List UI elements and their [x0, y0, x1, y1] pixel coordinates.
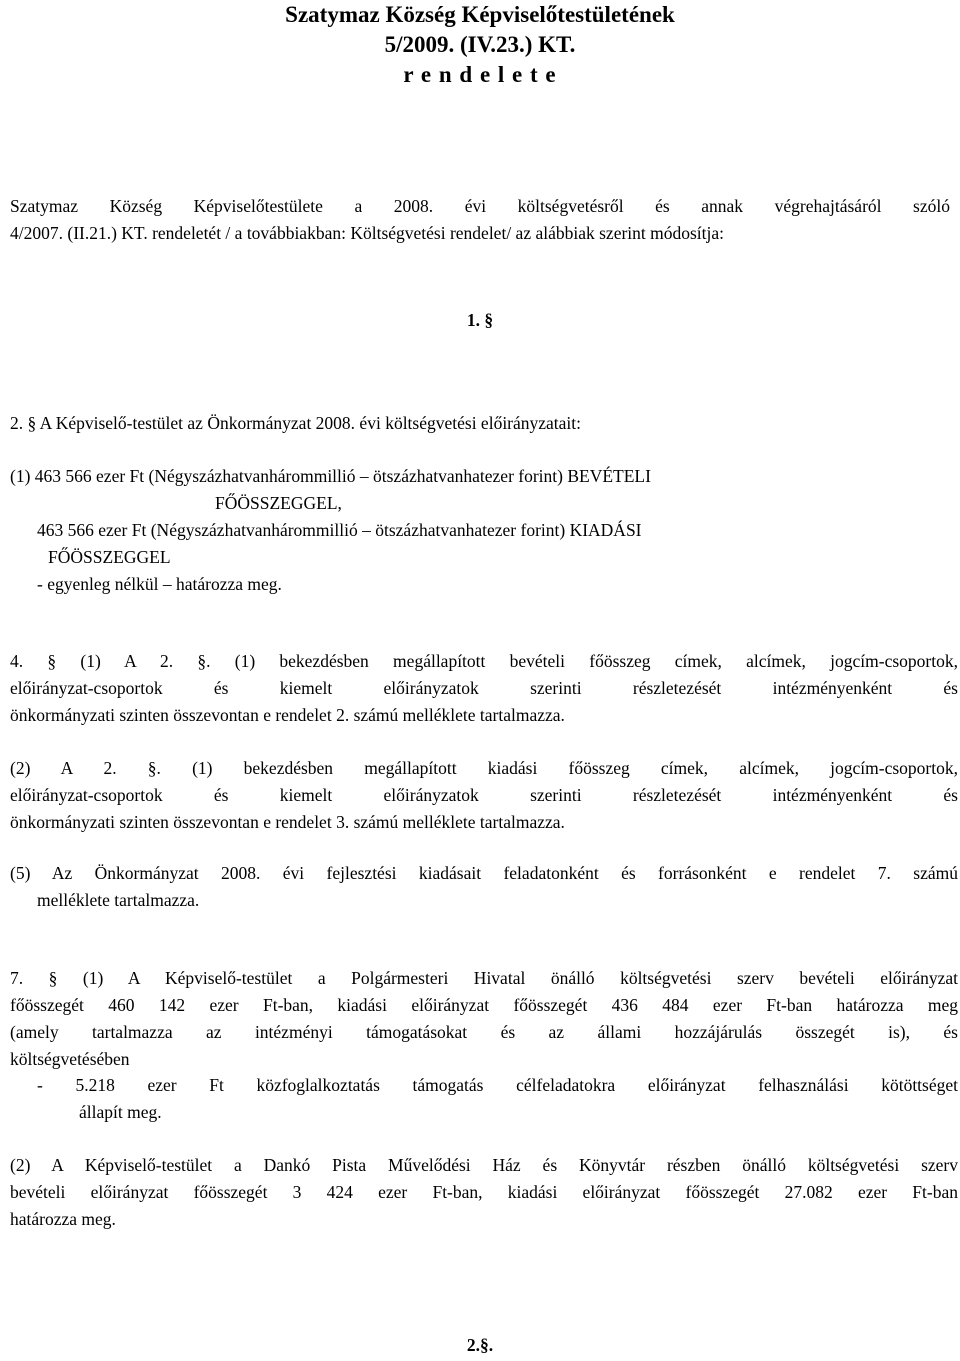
section-2-line-5: - egyenleg nélkül – határozza meg.: [37, 574, 282, 594]
section-7-bullet-line-2: állapít meg.: [79, 1102, 162, 1122]
section-4-p5-line-1: (5) Az Önkormányzat 2008. évi fejlesztési kiadásait feladatonként és forrásonként e rendelet 7. számú: [10, 863, 958, 883]
section-4-p2-line-2: előirányzat-csoportok és kiemelt előirányzatok szerinti részletezését intézményenként és: [10, 785, 958, 805]
section-2-line-1: (1) 463 566 ezer Ft (Négyszázhatvanhárommillió – ötszázhatvanhatezer forint) BEVÉTELI: [10, 466, 651, 486]
section-7-p2-line-1: (2) A Képviselő-testület a Dankó Pista Művelődési Ház és Könyvtár részben önálló költségvetési szerv: [10, 1155, 958, 1175]
document-title: Szatymaz Község Képviselőtestületének: [285, 2, 675, 27]
section-7-bullet-line-1: - 5.218 ezer Ft közfoglalkoztatás támogatás célfeladatokra előirányzat felhasználási kötöttséget: [37, 1075, 958, 1095]
decree-label: r e n d e l e t e: [403, 62, 557, 87]
section-7-p2-line-2: bevételi előirányzat főösszegét 3 424 ezer Ft-ban, kiadási előirányzat főösszegét 27.082 ezer Ft-ban: [10, 1182, 958, 1202]
intro-line-2: 4/2007. (II.21.) KT. rendeletét / a továbbiakban: Költségvetési rendelet/ az alábbiak szerint módosítja:: [10, 223, 725, 243]
section-7-p1-line-3: (amely tartalmazza az intézményi támogatásokat és az állami hozzájárulás összegét is), és: [10, 1022, 958, 1042]
section-4-p5-line-2: melléklete tartalmazza.: [37, 890, 200, 910]
section-1-heading: 1. §: [466, 310, 494, 330]
section-7-p1-line-4: költségvetésében: [10, 1049, 130, 1069]
section-2-heading: 2. § A Képviselő-testület az Önkormányzat 2008. évi költségvetési előirányzatait:: [10, 413, 582, 433]
section-2-line-4: FŐÖSSZEGGEL: [48, 547, 171, 567]
section-7-p1-line-2: főösszegét 460 142 ezer Ft-ban, kiadási előirányzat főösszegét 436 484 ezer Ft-ban határozza meg: [10, 995, 958, 1015]
section-4-p1-line-1: 4. § (1) A 2. §. (1) bekezdésben megállapított bevételi főösszeg címek, alcímek, jogcím-csoportok,: [10, 651, 958, 671]
section-4-p1-line-3: önkormányzati szinten összevontan e rendelet 2. számú melléklete tartalmazza.: [10, 705, 565, 725]
section-2-line-3: 463 566 ezer Ft (Négyszázhatvanhárommillió – ötszázhatvanhatezer forint) KIADÁSI: [37, 520, 642, 540]
section-4-p2-line-1: (2) A 2. §. (1) bekezdésben megállapított kiadási főösszeg címek, alcímek, jogcím-csoportok,: [10, 758, 958, 778]
section-7-p1-line-1: 7. § (1) A Képviselő-testület a Polgármesteri Hivatal önálló költségvetési szerv bevételi előirányzat: [10, 968, 958, 988]
section-2-line-2: FŐÖSSZEGGEL,: [215, 493, 342, 513]
section-2-next-heading: 2.§.: [466, 1335, 494, 1355]
section-4-p2-line-3: önkormányzati szinten összevontan e rendelet 3. számú melléklete tartalmazza.: [10, 812, 565, 832]
section-4-p1-line-2: előirányzat-csoportok és kiemelt előirányzatok szerinti részletezését intézményenként és: [10, 678, 958, 698]
decree-number: 5/2009. (IV.23.) KT.: [384, 32, 576, 57]
section-7-p2-line-3: határozza meg.: [10, 1209, 116, 1229]
intro-line-1: Szatymaz Község Képviselőtestülete a 2008. évi költségvetésről és annak végrehajtásáról szóló: [10, 196, 950, 216]
